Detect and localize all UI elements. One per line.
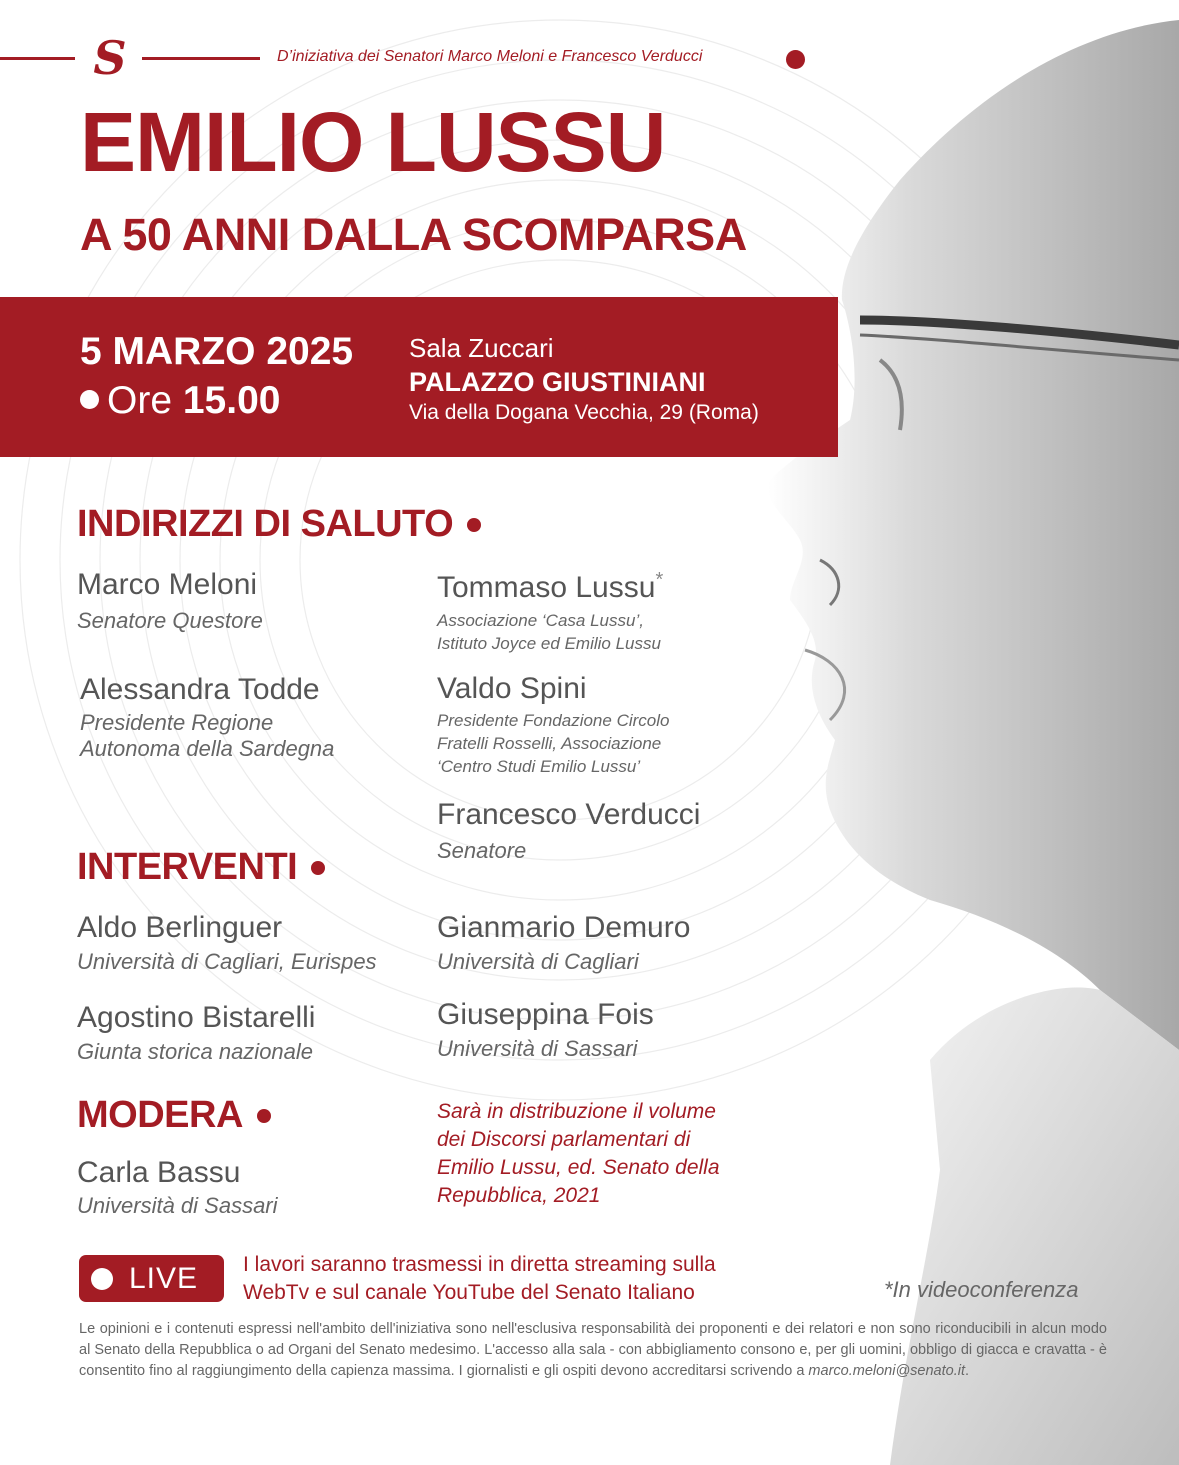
speaker-name: Gianmario Demuro bbox=[437, 911, 691, 944]
speaker-bassu bbox=[77, 1158, 278, 1219]
videoconference-mark: * bbox=[655, 569, 664, 591]
speaker-name: Aldo Berlinguer bbox=[77, 911, 283, 944]
speaker-role: Autonoma della Sardegna bbox=[80, 736, 335, 761]
section-heading-interventi bbox=[77, 848, 325, 886]
speaker-name-text: Tommaso Lussu bbox=[437, 571, 656, 604]
speaker-verducci bbox=[437, 800, 700, 864]
live-dot-icon bbox=[91, 1268, 113, 1290]
speaker-role: Università di Cagliari, Eurispes bbox=[77, 949, 377, 974]
bullet-dot bbox=[786, 50, 805, 69]
note-line: Repubblica, 2021 bbox=[437, 1184, 601, 1207]
speaker-role: Università di Cagliari bbox=[437, 949, 639, 974]
top-rule-right bbox=[142, 57, 260, 60]
event-palace: PALAZZO GIUSTINIANI bbox=[409, 367, 706, 397]
speaker-role: Senatore Questore bbox=[77, 608, 263, 633]
speaker-role: Giunta storica nazionale bbox=[77, 1039, 314, 1064]
speaker-fois bbox=[437, 1000, 654, 1062]
speaker-name: Giuseppina Fois bbox=[437, 998, 654, 1031]
speaker-name: Francesco Verducci bbox=[437, 798, 701, 831]
live-badge bbox=[79, 1255, 224, 1302]
page-subtitle: A 50 ANNI DALLA SCOMPARSA bbox=[80, 209, 747, 260]
event-address: Via della Dogana Vecchia, 29 (Roma) bbox=[409, 401, 759, 424]
streaming-line: I lavori saranno trasmessi in diretta streaming sulla bbox=[243, 1253, 716, 1276]
speaker-lussu bbox=[437, 570, 663, 655]
speaker-bistarelli bbox=[77, 1003, 315, 1065]
book-note bbox=[437, 1098, 720, 1210]
event-band bbox=[0, 297, 838, 457]
section-heading-saluti bbox=[77, 505, 481, 543]
speaker-role: Presidente Fondazione Circolo bbox=[437, 711, 670, 730]
time-prefix: Ore bbox=[107, 379, 173, 422]
speaker-role: Senatore bbox=[437, 838, 527, 863]
speaker-role: ‘Centro Studi Emilio Lussu’ bbox=[437, 757, 641, 776]
initiative-label: D’iniziativa dei Senatori Marco Meloni e Francesco Verducci bbox=[277, 48, 703, 65]
speaker-role: Presidente Regione bbox=[80, 710, 274, 735]
streaming-line: WebTv e sul canale YouTube del Senato Italiano bbox=[243, 1281, 695, 1304]
speaker-todde bbox=[80, 675, 334, 762]
speaker-name: Alessandra Todde bbox=[80, 673, 320, 706]
bullet-dot bbox=[257, 1109, 271, 1123]
event-time bbox=[80, 379, 280, 423]
time-value: 15.00 bbox=[182, 379, 281, 422]
speaker-name: Carla Bassu bbox=[77, 1156, 241, 1189]
top-rule-left bbox=[0, 57, 75, 60]
page-title: EMILIO LUSSU bbox=[80, 95, 666, 189]
videoconference-note: *In videoconferenza bbox=[884, 1277, 1079, 1302]
contact-email[interactable]: marco.meloni@senato.it bbox=[808, 1363, 965, 1379]
section-heading-label: MODERA bbox=[77, 1094, 243, 1136]
section-heading-modera bbox=[77, 1096, 271, 1134]
disclaimer-end: . bbox=[964, 1363, 970, 1379]
senate-monogram-icon: S bbox=[93, 31, 127, 85]
speaker-name: Marco Meloni bbox=[77, 568, 258, 601]
section-heading-label: INTERVENTI bbox=[77, 846, 298, 888]
speaker-demuro bbox=[437, 913, 690, 975]
speaker-role: Università di Sassari bbox=[77, 1193, 278, 1218]
streaming-info bbox=[243, 1251, 716, 1307]
speaker-name bbox=[437, 570, 663, 603]
speaker-name: Agostino Bistarelli bbox=[77, 1001, 316, 1034]
bullet-dot bbox=[311, 861, 325, 875]
section-heading-label: INDIRIZZI DI SALUTO bbox=[77, 503, 454, 545]
speaker-berlinguer bbox=[77, 913, 377, 975]
speaker-role: Istituto Joyce ed Emilio Lussu bbox=[437, 634, 661, 653]
disclaimer bbox=[79, 1319, 1107, 1382]
speaker-spini bbox=[437, 674, 669, 778]
note-line: Emilio Lussu, ed. Senato della bbox=[437, 1156, 720, 1179]
speaker-role: Università di Sassari bbox=[437, 1036, 638, 1061]
live-label: LIVE bbox=[129, 1262, 199, 1295]
speaker-role: Associazione ‘Casa Lussu’, bbox=[437, 611, 644, 630]
speaker-role: Fratelli Rosselli, Associazione bbox=[437, 734, 662, 753]
note-line: Sarà in distribuzione il volume bbox=[437, 1100, 716, 1123]
disclaimer-text: Le opinioni e i contenuti espressi nell'ambito dell'iniziativa sono nell'esclusiva responsabilità dei proponenti e dei relatori e non sono riconducibili in alcun modo al Senato della Repubblica o ad Organi del Senato medesimo. L'accesso alla sala - con abbigliamento consono e, per gli uomini, obbligo di giacca e cravatta - è consentito fino al raggiungimento della capienza massima. I giornalisti e gli ospiti devono accreditarsi scrivendo a bbox=[79, 1321, 1107, 1379]
event-room: Sala Zuccari bbox=[409, 333, 554, 363]
bullet-dot bbox=[80, 390, 99, 409]
speaker-meloni bbox=[77, 570, 263, 634]
event-date: 5 MARZO 2025 bbox=[80, 330, 354, 373]
speaker-name: Valdo Spini bbox=[437, 672, 587, 705]
note-line: dei Discorsi parlamentari di bbox=[437, 1128, 691, 1151]
bullet-dot bbox=[467, 518, 481, 532]
initiative-text bbox=[277, 48, 702, 66]
